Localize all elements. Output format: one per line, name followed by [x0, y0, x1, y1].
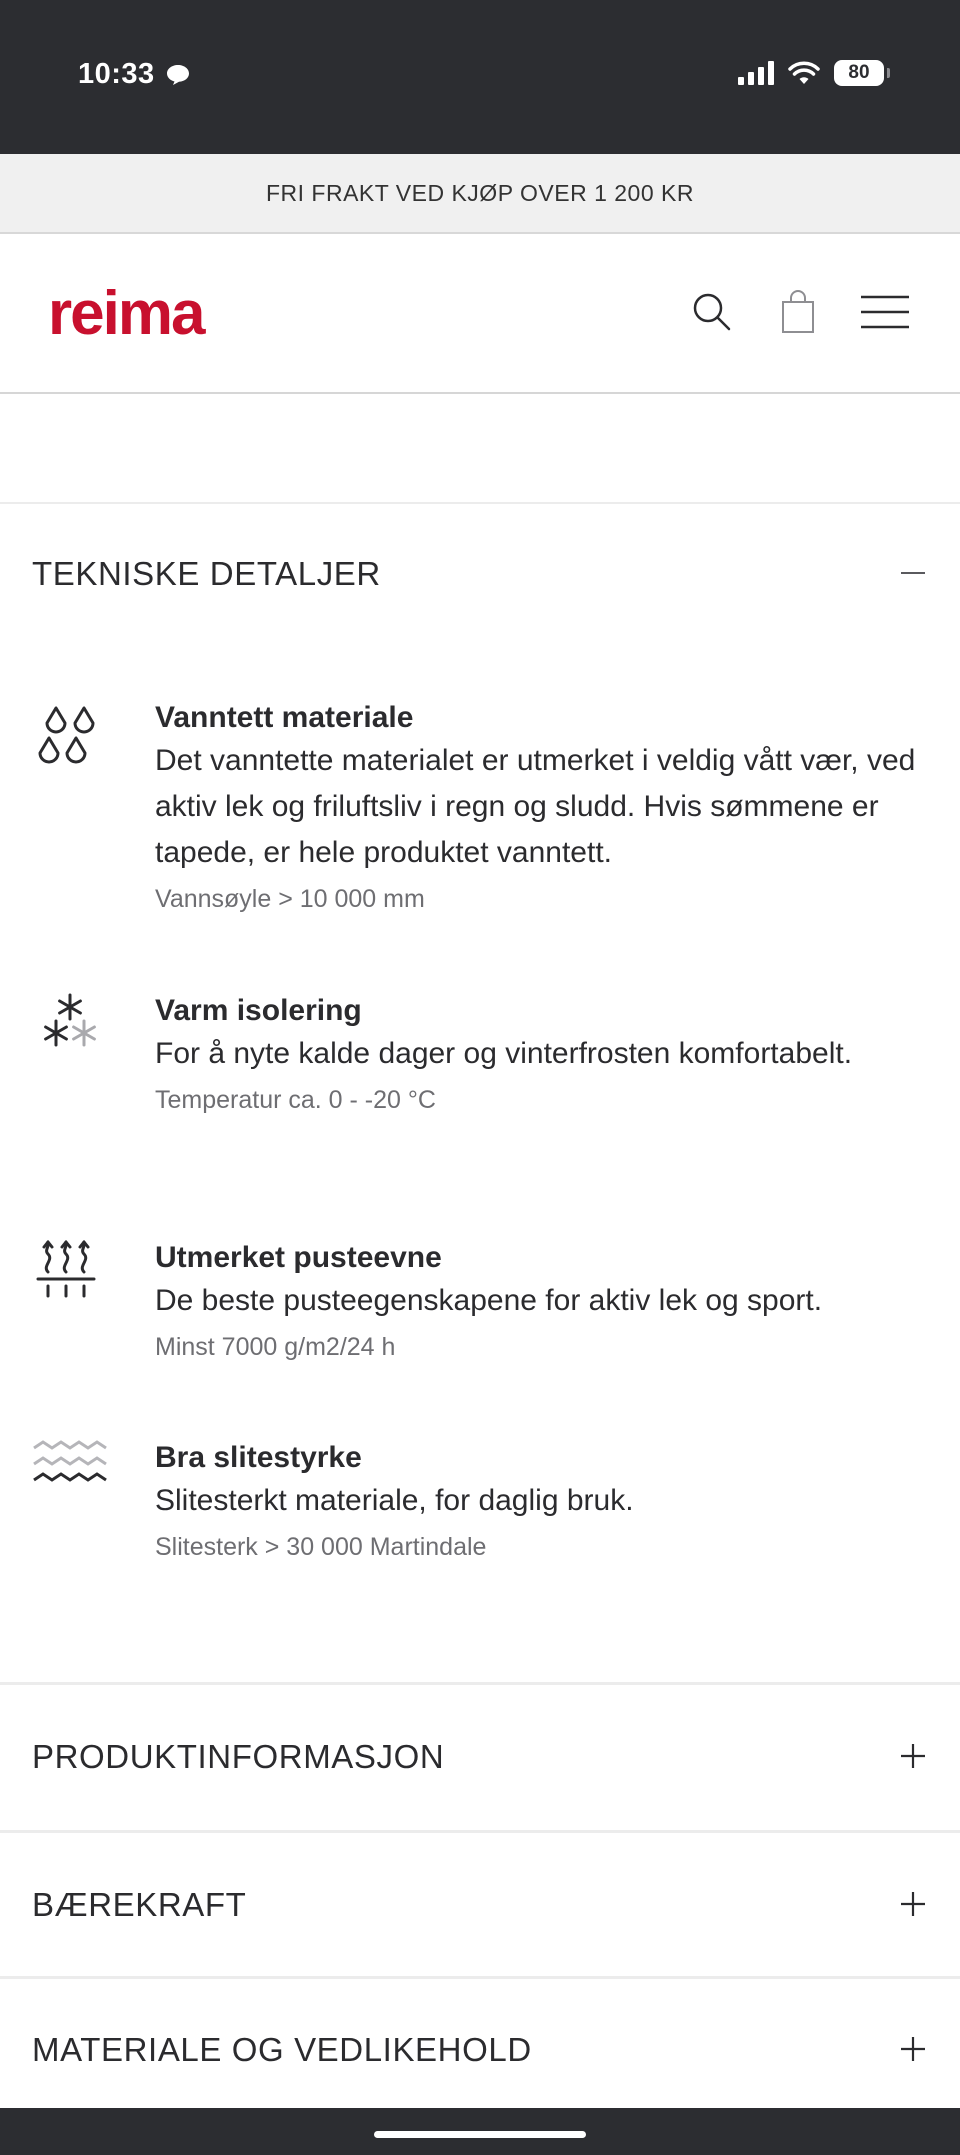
- feature-content: [155, 1238, 935, 1368]
- reima-logo[interactable]: [48, 284, 240, 344]
- water-drops-icon: [34, 698, 114, 778]
- feature-title: Bra slitestyrke: [155, 1441, 362, 1474]
- status-indicators: [738, 60, 884, 86]
- feature-description: Det vanntette materialet er utmerket i veldig vått vær, ved aktiv lek og friluftsliv i regn og sludd. Hvis sømmene er tapede, er hele produktet vanntett.: [155, 744, 916, 869]
- search-icon[interactable]: [690, 290, 734, 334]
- status-bar: [0, 0, 960, 154]
- status-time: 10:33: [78, 58, 155, 90]
- feature-content: [155, 1438, 935, 1568]
- promo-text: FRI FRAKT VED KJØP OVER 1 200 KR: [265, 179, 694, 206]
- feature-content: [155, 991, 935, 1121]
- feature-spec: Vannsøyle > 10 000 mm: [155, 885, 425, 913]
- menu-icon[interactable]: [860, 290, 910, 334]
- feature-spec: Minst 7000 g/m2/24 h: [155, 1333, 396, 1361]
- accordion-title: MATERIALE OG VEDLIKEHOLD: [32, 2031, 532, 2068]
- battery-icon: [834, 60, 884, 86]
- breathability-icon: [34, 1238, 114, 1318]
- accordion-title: TEKNISKE DETALJER: [32, 555, 381, 592]
- plus-icon[interactable]: [900, 1891, 926, 1917]
- accordion-title: PRODUKTINFORMASJON: [32, 1738, 445, 1775]
- wifi-icon: [788, 61, 820, 85]
- shopping-bag-icon[interactable]: [778, 290, 818, 336]
- feature-description: For å nyte kalde dager og vinterfrosten komfortabelt.: [155, 1037, 853, 1070]
- feature-title: Varm isolering: [155, 994, 362, 1027]
- feature-description: De beste pusteegenskapene for aktiv lek og sport.: [155, 1284, 823, 1317]
- feature-spec: Slitesterk > 30 000 Martindale: [155, 1533, 487, 1561]
- accordion-sustainability[interactable]: [0, 1833, 960, 1976]
- promo-banner[interactable]: [0, 154, 960, 234]
- site-header: [0, 234, 960, 394]
- feature-spec: Temperatur ca. 0 - -20 °C: [155, 1086, 436, 1114]
- feature-title: Utmerket pusteevne: [155, 1241, 442, 1274]
- feature-description: Slitesterkt materiale, for daglig bruk.: [155, 1484, 634, 1517]
- durability-icon: [32, 1438, 112, 1518]
- plus-icon[interactable]: [900, 1743, 926, 1769]
- plus-icon[interactable]: [900, 2036, 926, 2062]
- feature-content: [155, 698, 935, 920]
- accordion-title: BÆREKRAFT: [32, 1886, 247, 1923]
- home-indicator[interactable]: [374, 2131, 586, 2138]
- minus-icon[interactable]: [900, 560, 926, 586]
- battery-level: 80: [848, 62, 870, 83]
- signal-icon: [738, 61, 774, 85]
- accordion-product-info[interactable]: [0, 1685, 960, 1830]
- accordion-material-care[interactable]: [0, 1979, 960, 2108]
- svg-text:reima: reima: [48, 284, 204, 344]
- snowflakes-icon: [34, 991, 114, 1071]
- feature-title: Vanntett materiale: [155, 701, 414, 734]
- accordion-technical-details[interactable]: [0, 504, 960, 644]
- message-bubble-icon: [166, 64, 190, 86]
